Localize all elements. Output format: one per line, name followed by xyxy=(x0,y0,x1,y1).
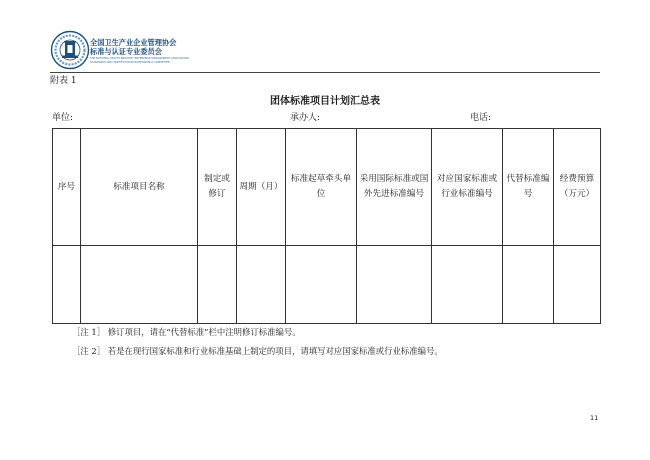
header-replaced-standard-number: 代替标准编号 xyxy=(503,129,554,246)
header-lead-drafting-unit: 标准起草牵头单位 xyxy=(286,129,357,246)
note-2: ［注 2］ 若是在现行国家标准和行业标准基础上制定的项目，请填写对应国家标准或行业标准编号。 xyxy=(72,346,443,356)
header-national-industry-standard-number: 对应国家标准或行业标准编号 xyxy=(432,129,503,246)
page-number: 11 xyxy=(590,414,599,422)
header-budget: 经费预算（万元） xyxy=(554,129,601,246)
table-cell[interactable] xyxy=(237,246,286,324)
association-seal-icon xyxy=(50,30,90,70)
table-header-row xyxy=(53,129,601,246)
header-formulate-or-revise: 制定或修订 xyxy=(198,129,237,246)
attachment-label: 附表 1 xyxy=(50,76,77,86)
table-cell[interactable] xyxy=(53,246,81,324)
table-cell[interactable] xyxy=(81,246,198,324)
table-cell[interactable] xyxy=(357,246,432,324)
unit-label: 单位: xyxy=(52,113,74,123)
org-name-en-line1: THE NATIONAL HEALTH INDUSTRY ENTERPRISE MANAGEMENT ASSOCIATION xyxy=(90,57,189,60)
phone-label: 电话: xyxy=(470,113,492,123)
header-project-name: 标准项目名称 xyxy=(81,129,198,246)
page-title: 团体标准项目计划汇总表 xyxy=(270,96,380,107)
table-row xyxy=(53,246,601,324)
header-international-standard-number: 采用国际标准或国外先进标准编号 xyxy=(357,129,432,246)
table-cell[interactable] xyxy=(198,246,237,324)
handler-label: 承办人: xyxy=(290,113,321,123)
org-name-line1: 全国卫生产业企业管理协会 xyxy=(90,38,177,47)
document-header xyxy=(50,30,610,72)
organization-name xyxy=(90,38,240,65)
header-divider xyxy=(50,72,600,73)
header-serial-number: 序号 xyxy=(53,129,81,246)
table-cell[interactable] xyxy=(432,246,503,324)
org-name-en-line2: STANDARDS AND CERTIFICATION PROFESSIONAL COMMITTEE xyxy=(90,61,170,65)
header-cycle-months: 周期（月） xyxy=(237,129,286,246)
note-1: ［注 1］ 修订项目，请在“代替标准”栏中注明修订标准编号。 xyxy=(72,327,301,337)
table-cell[interactable] xyxy=(554,246,601,324)
standards-plan-table xyxy=(52,128,601,324)
org-name-line2: 标准与认证专业委员会 xyxy=(90,47,162,56)
table-cell[interactable] xyxy=(286,246,357,324)
table-cell[interactable] xyxy=(503,246,554,324)
